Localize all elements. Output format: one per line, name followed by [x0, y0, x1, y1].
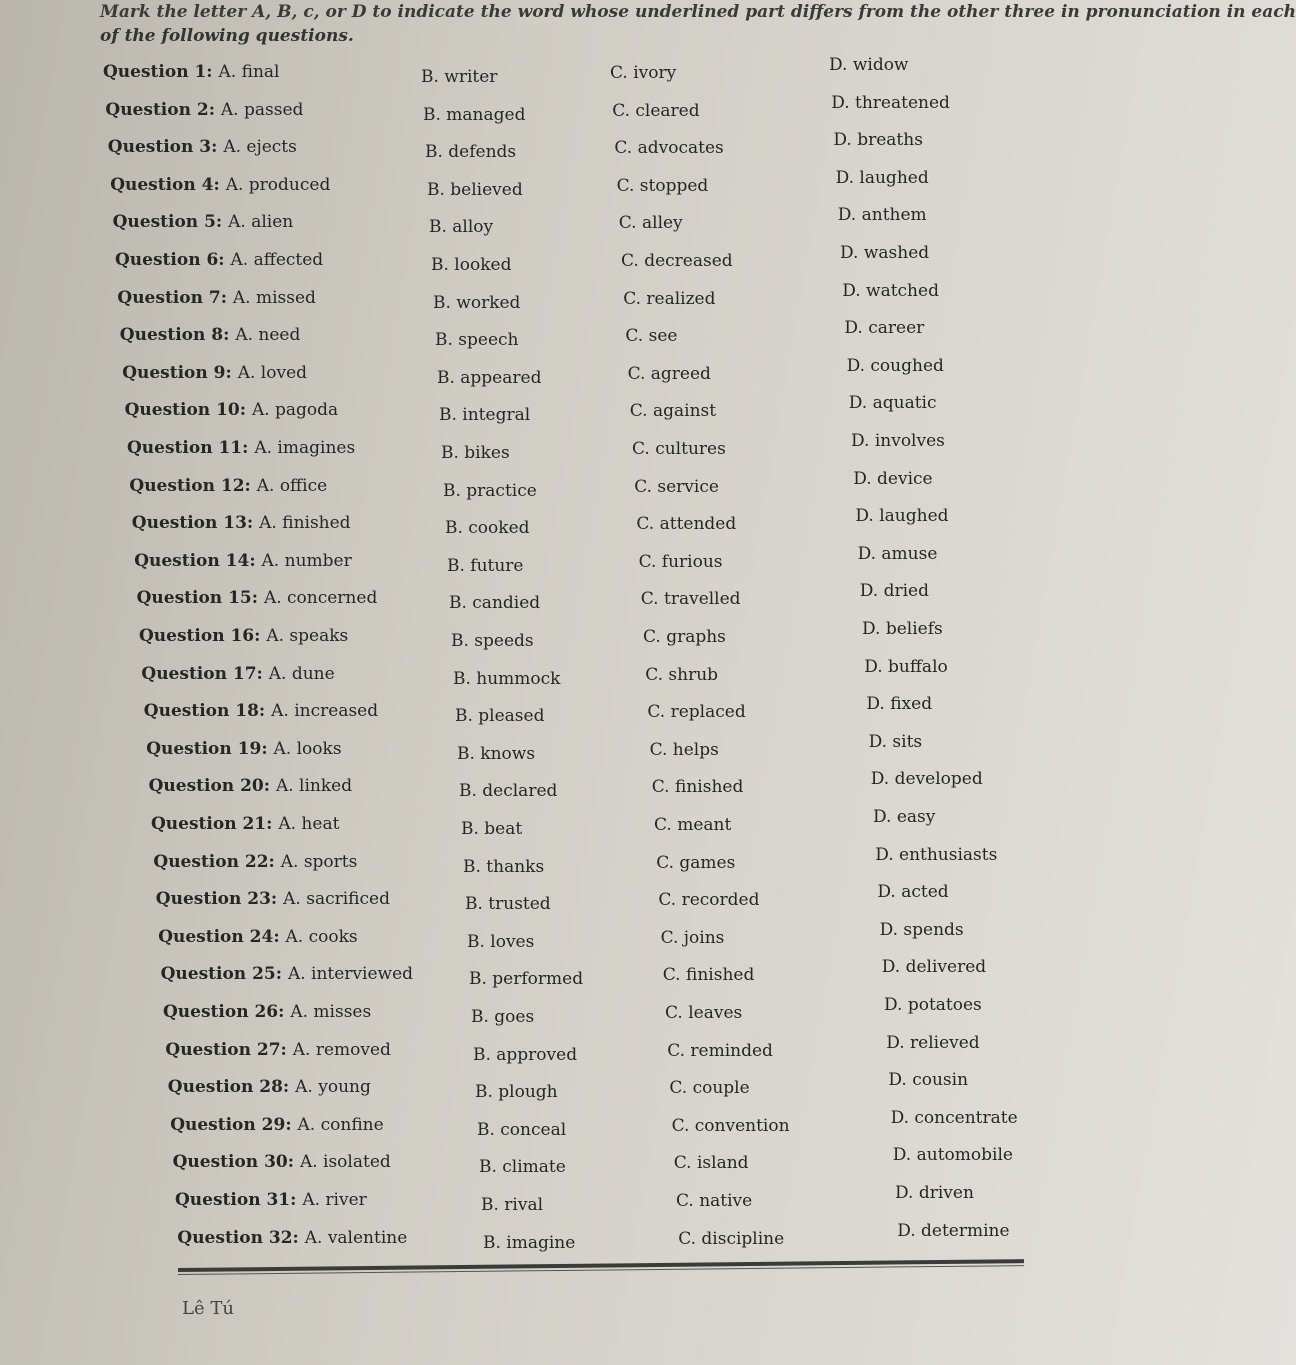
option-b-text: B. hummock [452, 668, 561, 689]
option-d-text: D. threatened [831, 92, 950, 113]
question-row [143, 694, 1044, 731]
option-a-text: A. looks [273, 738, 342, 759]
option-a-text: A. removed [292, 1039, 391, 1060]
option-a-text: A. finished [259, 513, 351, 534]
option-c-text: C. native [676, 1191, 753, 1211]
option-d-text: D. aquatic [848, 393, 937, 414]
option-c-text: C. alley [618, 213, 683, 234]
option-c-text: C. reminded [667, 1040, 773, 1061]
question-row [110, 167, 1010, 205]
option-d-text: D. cousin [888, 1070, 969, 1091]
option-c-text: C. see [625, 326, 678, 347]
question-option-a [163, 1002, 371, 1022]
question-label: Question 16: [139, 626, 261, 646]
question-row [141, 656, 1041, 694]
question-row [129, 468, 1029, 506]
question-row [158, 919, 1058, 957]
option-b-text: B. plough [474, 1082, 558, 1103]
option-a-text: A. alien [228, 212, 294, 233]
option-c-text: C. finished [651, 777, 744, 798]
option-d-text: D. laughed [835, 167, 929, 188]
question-label: Question 6: [115, 250, 225, 270]
option-a-text: A. imagines [254, 438, 356, 458]
option-b-text: B. goes [471, 1007, 535, 1027]
question-option-a [146, 739, 341, 759]
instruction-line-1: Mark the letter A, B, c, or D to indicate the word whose underlined part differs from the other three in pronunciation in each [100, 2, 1296, 22]
question-row [131, 506, 1032, 543]
question-option-a [151, 814, 339, 834]
question-option-a [144, 701, 378, 721]
question-option-a [105, 100, 303, 120]
option-b-text: B. knows [456, 743, 536, 764]
option-d-text: D. watched [842, 280, 939, 301]
question-option-a [117, 288, 316, 308]
option-a-text: A. isolated [299, 1152, 391, 1173]
option-c-text: C. recorded [658, 890, 760, 911]
option-d-text: D. anthem [837, 205, 927, 226]
option-c-text: C. shrub [645, 664, 719, 685]
option-a-text: A. sacrificed [283, 889, 390, 910]
question-option-a [168, 1077, 371, 1097]
question-label: Question 32: [177, 1227, 299, 1248]
author-name: Lê Tú [182, 1298, 234, 1319]
option-c-text: C. island [673, 1153, 749, 1174]
option-d-text: D. relieved [886, 1032, 980, 1053]
option-c-text: C. against [629, 401, 717, 422]
question-label: Question 2: [105, 99, 215, 120]
question-option-a [110, 175, 330, 195]
option-a-text: A. pagoda [251, 400, 339, 421]
option-a-text: A. number [261, 550, 352, 571]
option-a-text: A. concerned [263, 588, 378, 609]
option-b-text: B. future [446, 555, 524, 576]
question-option-a [161, 964, 413, 984]
option-b-text: B. climate [478, 1157, 566, 1178]
question-option-a [120, 325, 301, 345]
option-c-text: C. agreed [627, 363, 711, 384]
question-row [148, 769, 1049, 806]
option-d-text: D. concentrate [890, 1107, 1018, 1128]
instructions [100, 0, 1296, 48]
question-option-a [137, 588, 378, 608]
question-option-a [149, 776, 353, 796]
option-a-text: A. speaks [266, 626, 349, 646]
question-option-a [127, 438, 355, 458]
option-b-text: B. trusted [464, 894, 551, 915]
option-d-text: D. dried [859, 581, 930, 602]
option-b-text: B. believed [426, 179, 523, 200]
question-row [167, 1070, 1068, 1107]
option-b-text: B. pleased [454, 706, 545, 727]
option-d-text: D. amuse [857, 543, 938, 564]
question-label: Question 22: [153, 851, 275, 872]
question-label: Question 31: [175, 1190, 297, 1210]
question-label: Question 7: [117, 287, 227, 308]
instruction-line-2: of the following questions. [100, 26, 354, 46]
option-b-text: B. looked [431, 255, 512, 275]
option-a-text: A. office [256, 475, 328, 496]
question-label: Question 17: [141, 663, 263, 684]
option-b-text: B. speeds [451, 631, 534, 651]
option-c-text: C. travelled [640, 589, 741, 610]
question-option-a [175, 1190, 367, 1210]
question-row [124, 393, 1025, 430]
question-label: Question 27: [165, 1039, 287, 1060]
option-d-text: D. potatoes [884, 995, 982, 1015]
question-label: Question 21: [151, 814, 273, 834]
question-label: Question 30: [172, 1152, 295, 1173]
option-d-text: D. buffalo [864, 656, 948, 677]
question-row [107, 130, 1008, 167]
option-d-text: D. fixed [866, 694, 933, 715]
question-row [134, 543, 1034, 581]
option-d-text: D. washed [840, 243, 930, 263]
question-label: Question 11: [127, 438, 249, 458]
option-c-text: C. couple [669, 1078, 750, 1099]
question-row [119, 318, 1020, 355]
option-a-text: A. river [302, 1190, 367, 1210]
question-option-a [113, 212, 294, 232]
option-d-text: D. spends [879, 919, 964, 940]
question-option-a [177, 1228, 407, 1248]
option-b-text: B. cooked [444, 518, 530, 539]
option-b-text: B. rival [481, 1195, 544, 1215]
option-d-text: D. driven [895, 1183, 974, 1203]
question-row [103, 55, 1003, 92]
option-a-text: A. valentine [304, 1227, 408, 1248]
option-d-text: D. sits [868, 731, 923, 752]
option-b-text: B. conceal [476, 1119, 567, 1140]
question-row [117, 280, 1017, 318]
option-d-text: D. delivered [881, 957, 987, 978]
question-option-a [158, 927, 357, 947]
question-label: Question 26: [163, 1002, 285, 1022]
option-d-text: D. beliefs [862, 619, 943, 639]
question-option-a [139, 626, 348, 646]
option-b-text: B. practice [442, 480, 537, 501]
question-label: Question 13: [131, 513, 254, 534]
question-label: Question 10: [124, 400, 247, 421]
question-label: Question 20: [148, 776, 271, 797]
option-c-text: C. realized [623, 288, 716, 309]
question-option-a [141, 664, 334, 684]
option-b-text: B. appeared [436, 367, 542, 388]
question-row [146, 731, 1046, 769]
question-label: Question 25: [160, 964, 283, 985]
question-option-a [122, 363, 307, 383]
option-d-text: D. career [844, 318, 925, 339]
option-b-text: B. alloy [428, 217, 494, 238]
option-b-text: B. bikes [441, 443, 510, 463]
option-c-text: C. stopped [616, 175, 709, 196]
option-a-text: A. dune [268, 663, 335, 684]
question-option-a [153, 852, 357, 872]
option-a-text: A. produced [225, 174, 331, 195]
option-c-text: C. meant [654, 815, 732, 835]
question-label: Question 1: [103, 62, 213, 82]
question-row [160, 957, 1061, 994]
question-label: Question 18: [143, 701, 266, 722]
question-label: Question 19: [146, 738, 268, 759]
question-row [155, 882, 1056, 919]
option-b-text: B. writer [421, 67, 498, 87]
question-label: Question 5: [112, 212, 223, 233]
question-row [175, 1183, 1075, 1220]
option-c-text: C. ivory [610, 63, 677, 83]
option-a-text: A. sports [280, 851, 358, 872]
option-d-text: D. involves [851, 431, 945, 451]
option-a-text: A. final [218, 62, 280, 82]
option-c-text: C. cultures [632, 439, 726, 459]
question-row [122, 355, 1022, 393]
option-b-text: B. beat [461, 819, 523, 839]
option-a-text: A. ejects [223, 137, 297, 158]
option-b-text: B. defends [424, 142, 517, 163]
option-c-text: C. replaced [647, 702, 746, 723]
option-c-text: C. advocates [614, 138, 724, 159]
option-b-text: B. thanks [462, 856, 545, 877]
option-b-text: B. performed [468, 969, 584, 990]
question-option-a [156, 889, 390, 909]
question-row [172, 1145, 1073, 1182]
option-d-text: D. device [853, 468, 933, 489]
question-option-a [103, 62, 279, 82]
option-d-text: D. coughed [846, 355, 944, 376]
question-option-a [129, 476, 327, 496]
question-row [177, 1220, 1077, 1258]
question-option-a [125, 400, 339, 420]
option-a-text: A. loved [237, 362, 308, 383]
option-d-text: D. automobile [892, 1145, 1013, 1166]
question-label: Question 12: [129, 475, 251, 496]
option-d-text: D. developed [870, 769, 983, 790]
option-a-text: A. increased [271, 701, 379, 722]
question-label: Question 24: [158, 926, 280, 947]
question-row [163, 995, 1063, 1032]
option-b-text: B. worked [432, 292, 521, 313]
question-label: Question 8: [119, 325, 230, 346]
option-a-text: A. need [235, 325, 301, 346]
option-d-text: D. acted [877, 882, 949, 903]
option-b-text: B. speech [434, 330, 519, 351]
question-row [165, 1032, 1065, 1070]
option-a-text: A. missed [232, 287, 316, 308]
question-row [139, 619, 1039, 656]
option-c-text: C. convention [671, 1115, 790, 1136]
option-d-text: D. breaths [833, 130, 923, 151]
option-b-text: B. approved [472, 1044, 578, 1065]
option-c-text: C. graphs [643, 627, 726, 647]
question-row [127, 431, 1027, 468]
question-row [151, 807, 1051, 844]
question-row [112, 205, 1013, 242]
question-row [153, 844, 1053, 882]
question-label: Question 14: [134, 550, 256, 571]
question-label: Question 23: [155, 889, 278, 910]
question-label: Question 15: [136, 588, 259, 609]
option-d-text: D. determine [897, 1220, 1010, 1241]
option-a-text: A. cooks [285, 926, 358, 947]
option-c-text: C. cleared [612, 100, 700, 121]
option-a-text: A. confine [297, 1114, 384, 1135]
question-label: Question 28: [167, 1077, 290, 1098]
option-a-text: A. misses [290, 1002, 372, 1022]
option-c-text: C. decreased [621, 251, 733, 271]
question-option-a [115, 250, 323, 270]
option-a-text: A. affected [230, 250, 324, 270]
option-c-text: C. attended [636, 514, 737, 535]
option-a-text: A. interviewed [287, 964, 414, 985]
option-c-text: C. joins [660, 927, 725, 948]
option-b-text: B. declared [458, 781, 558, 802]
option-c-text: C. leaves [665, 1003, 743, 1023]
option-d-text: D. laughed [855, 506, 949, 527]
question-label: Question 3: [107, 137, 218, 158]
option-c-text: C. finished [662, 965, 755, 986]
question-option-a [134, 551, 352, 571]
question-row [105, 92, 1005, 130]
option-b-text: B. integral [438, 405, 531, 426]
question-option-a [173, 1152, 391, 1172]
option-a-text: A. young [295, 1077, 371, 1098]
option-c-text: C. games [656, 852, 736, 873]
option-d-text: D. enthusiasts [875, 844, 998, 865]
question-option-a [132, 513, 351, 533]
option-c-text: C. discipline [678, 1228, 785, 1249]
option-a-text: A. linked [275, 776, 353, 797]
option-b-text: B. candied [448, 593, 541, 614]
option-b-text: B. loves [466, 931, 535, 952]
question-option-a [170, 1115, 383, 1135]
question-label: Question 29: [170, 1114, 292, 1135]
question-option-a [165, 1040, 391, 1060]
question-option-a [108, 137, 297, 157]
option-a-text: A. passed [220, 99, 304, 120]
question-label: Question 4: [110, 174, 220, 195]
option-d-text: D. widow [829, 55, 909, 75]
option-b-text: B. imagine [482, 1232, 576, 1253]
option-b-text: B. managed [422, 104, 526, 125]
option-a-text: A. heat [278, 814, 340, 834]
question-row [136, 581, 1037, 618]
question-row [115, 243, 1015, 280]
option-c-text: C. service [634, 476, 719, 497]
question-row [170, 1107, 1070, 1145]
option-c-text: C. helps [649, 739, 719, 760]
question-label: Question 9: [122, 362, 232, 383]
option-c-text: C. furious [638, 551, 723, 572]
option-d-text: D. easy [873, 807, 936, 827]
